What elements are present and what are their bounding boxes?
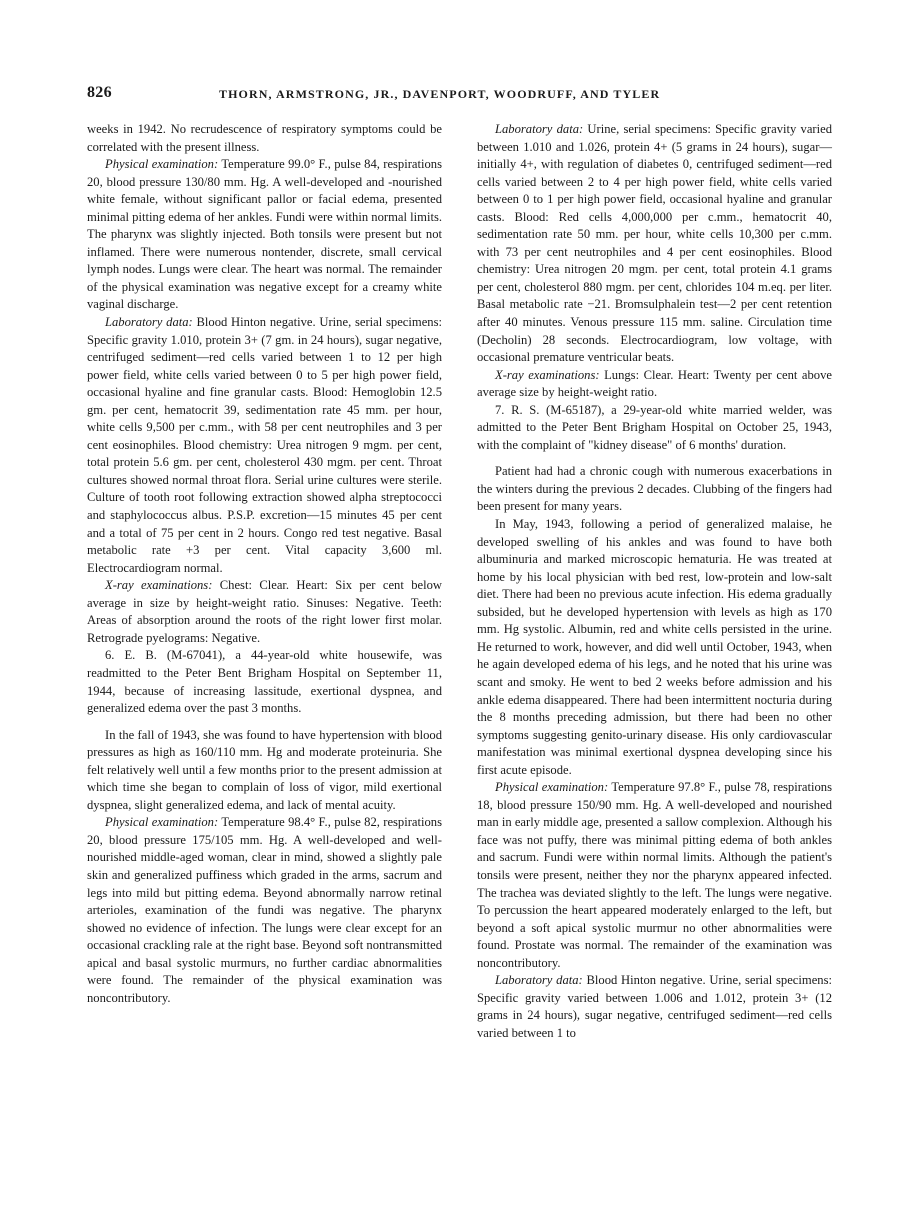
paragraph-body: Temperature 99.0° F., pulse 84, respirations 20, blood pressure 130/80 mm. Hg. A well-developed and -nourished white female, without significant pallor or facial edema, presented minimal pitting edema of her ankles. Fundi were within normal limits. The pharynx was slightly injected. Both tonsils were present but not inflamed. There were numerous nontender, discrete, small cervical lymph nodes. Lungs were clear. The heart was normal. The remainder of the physical examination was negative except for a creamy white vaginal discharge. xyxy=(87,157,443,312)
paragraph-body: Chest: Clear. Heart: Six per cent below average in size by height-weight ratio. Sinuses: Negative. Teeth: Areas of absorption around the roots of the right lower first molar. Retrograde pyelograms: Negative. xyxy=(87,578,442,645)
subheading-laboratory-data: Laboratory data: xyxy=(495,973,583,988)
paragraph-physical-examination xyxy=(87,814,442,1007)
paragraph-body: Lungs: Clear. Heart: Twenty per cent above average size by height-weight ratio. xyxy=(477,367,832,400)
paragraph-case-7-history: Patient had had a chronic cough with numerous exacerbations in the winters during the previous 2 decades. Clubbing of the fingers had been present for many years. xyxy=(477,464,832,514)
paragraph-body: Temperature 98.4° F., pulse 82, respirations 20, blood pressure 175/105 mm. Hg. A well-developed and well-nourished middle-aged woman, clear in mind, showed a slightly pale skin and generalized puffiness which graded in the arms, sacrum and legs into mild but pitting edema. Beyond abnormally narrow retinal arterioles, examination of the fundi was negative. The pharynx showed no evidence of infection. The lungs were clear except for an occasional crackling rale at the right base. Beyond soft nontransmitted apical and basal systolic murmurs, no further cardiac abnormalities were found. The remainder of the physical examination was noncontributory. xyxy=(87,815,443,1005)
paragraph-laboratory-data xyxy=(477,972,832,1042)
paragraph-physical-examination xyxy=(87,156,442,314)
paragraph-xray-examinations xyxy=(477,367,832,402)
paragraph-physical-examination xyxy=(477,779,832,972)
page-header xyxy=(87,84,827,106)
right-column xyxy=(477,121,832,1042)
paragraph-case-6-intro: 6. E. B. (M-67041), a 44-year-old white housewife, was readmitted to the Peter Bent Brigham Hospital on September 11, 1944, because of increasing lassitude, exertional dyspnea, and generalized edema over the past 3 months. xyxy=(87,648,442,716)
paragraph-case-6-history: In the fall of 1943, she was found to have hypertension with blood pressures as high as 160/110 mm. Hg and moderate proteinuria. She felt relatively well until a few months prior to the present admission at which time she began to complain of loss of vigor, mild exertional dyspnea, slight generalized edema, and lack of mental acuity. xyxy=(87,727,442,812)
paragraph-xray-examinations xyxy=(87,577,442,647)
paragraph-body: Temperature 97.8° F., pulse 78, respirations 18, blood pressure 150/90 mm. Hg. A well-developed and nourished man in early middle age, presented a sallow complexion. Although his face was not puffy, there was minimal pitting edema of both ankles and sacrum. Fundi were within normal limits. Although the patient's tonsils were present, neither they nor the pharynx appeared infected. The trachea was deviated slightly to the left. The lungs were negative. To percussion the heart appeared moderately enlarged to the left, but beyond a soft apical systolic murmur no other abnormalities were found. Prostate was normal. The remainder of the examination was noncontributory. xyxy=(477,780,833,970)
left-column xyxy=(87,121,442,1007)
subheading-physical-examination: Physical examination: xyxy=(105,815,219,830)
subheading-physical-examination: Physical examination: xyxy=(105,157,219,172)
subheading-xray-examinations: X-ray examinations: xyxy=(495,367,600,382)
paragraph-case-7-course: In May, 1943, following a period of generalized malaise, he developed swelling of his ankles and was found to have both albuminuria and marked microscopic hematuria. He was treated at home by his local physician with bed rest, low-protein and low-salt diet. There had been no previous acute infection. His edema gradually subsided, but he developed hypertension with levels as high as 170 mm. Hg systolic. Albumin, red and white cells persisted in the urine. He returned to work, however, and did well until October, 1943, when he again developed edema of his legs, and he noted that his urine was scant and smoky. He went to bed 2 weeks before admission and his ankle edema disappeared. There had been intermittent nocturia during the 8 months preceding admission, but there had been no other symptoms suggesting genito-urinary disease. His only cardiovascular manifestation was minimal exertional dyspnea developing since his first acute episode. xyxy=(477,517,832,777)
paragraph-body: Blood Hinton negative. Urine, serial specimens: Specific gravity varied between 1.006 and 1.012, protein 3+ (12 grams in 24 hours), sugar negative, centrifuged sediment—red cells varied between 1 to xyxy=(477,973,832,1040)
running-head-authors: THORN, ARMSTRONG, JR., DAVENPORT, WOODRUFF, AND TYLER xyxy=(219,87,661,101)
paragraph-laboratory-data xyxy=(477,121,832,367)
paragraph-continuation: weeks in 1942. No recrudescence of respiratory symptoms could be correlated with the present illness. xyxy=(87,122,442,154)
paragraph-case-7-intro: 7. R. S. (M-65187), a 29-year-old white married welder, was admitted to the Peter Bent Brigham Hospital on October 25, 1943, with the complaint of "kidney disease" of 6 months' duration. xyxy=(477,402,832,452)
subheading-laboratory-data: Laboratory data: xyxy=(495,122,584,136)
paragraph-body: Blood Hinton negative. Urine, serial specimens: Specific gravity 1.010, protein 3+ (7 gm. in 24 hours), sugar negative, centrifuged sediment—red cells varied between 1 to 12 per high power field, white cells varied between 0 to 5 per high power field, occasional hyaline and fine granular casts. Blood: Hemoglobin 12.5 gm. per cent, hematocrit 39, sedimentation rate 45 mm. per hour, white cells 9,500 per c.mm., with 58 per cent neutrophiles and 3 per cent eosinophiles. Blood chemistry: Urea nitrogen 9 mgm. per cent, total protein 5.6 gm. per cent, cholesterol 430 mgm. per cent. Throat cultures showed normal throat flora. Serial urine cultures were sterile. Culture of tooth root following extraction showed alpha streptococci and staphylococcus albus. P.S.P. excretion—15 minutes 45 per cent and a total of 75 per cent in 2 hours. Congo red test negative. Basal metabolic rate +3 per cent. Vital capacity 3,600 ml. Electrocardiogram normal. xyxy=(87,315,442,575)
page-number: 826 xyxy=(87,84,112,101)
subheading-physical-examination: Physical examination: xyxy=(495,780,609,795)
subheading-laboratory-data: Laboratory data: xyxy=(105,315,193,330)
paragraph-body: Urine, serial specimens: Specific gravity varied between 1.010 and 1.026, protein 4+ (5 grams in 24 hours), sugar—initially 4+, with regulation of diabetes 0, centrifuged sediment—red cells varied between 2 to 4 per high power field, white cells varied between 0 to 1 per high power field, occasional hyaline and granular casts. Blood: Red cells 4,000,000 per c.mm., hematocrit 40, sedimentation rate 50 mm. per hour, white cells 10,300 per c.mm. with 73 per cent neutrophiles and 4 per cent eosinophiles. Blood chemistry: Urea nitrogen 20 mgm. per cent, total protein 4.1 grams per cent, cholesterol 880 mgm. per cent, chlorides 104 m.eq. per liter. Basal metabolic rate −21. Bromsulphalein test—2 per cent retention after 40 minutes. Venous pressure 115 mm. saline. Circulation time (Decholin) 28 seconds. Electrocardiogram, low voltage, with occasional premature ventricular beats. xyxy=(477,122,832,365)
subheading-xray-examinations: X-ray examinations: xyxy=(105,578,213,593)
paragraph-laboratory-data xyxy=(87,314,442,577)
